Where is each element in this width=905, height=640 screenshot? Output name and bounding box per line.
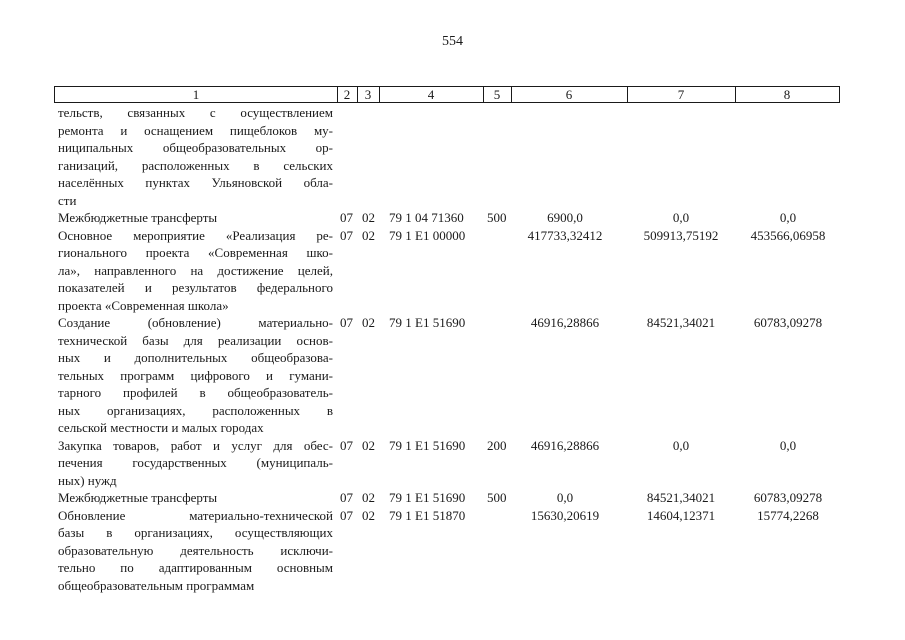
cell-c3: 02 [362, 507, 375, 523]
cell-c2: 07 [340, 227, 353, 243]
row-description [58, 227, 333, 315]
header-col-6: 6 [565, 87, 573, 102]
cell-c4: 79 1 E1 00000 [389, 227, 466, 243]
row-description [58, 507, 333, 595]
cell-c2: 07 [340, 437, 353, 453]
cell-c8: 15774,2268 [757, 507, 819, 523]
description-line: ганизаций, расположенных в сельских [58, 157, 333, 173]
cell-c5: 200 [487, 437, 507, 453]
description-line: тарного профилей в общеобразователь- [58, 385, 333, 400]
description-line: сти [58, 192, 77, 208]
description-line: ных организациях, расположенных в [58, 402, 333, 418]
description-line: проекта «Современная школа» [58, 297, 229, 313]
table-header [54, 86, 840, 103]
description-line: ниципальных общеобразовательных ор- [58, 140, 333, 155]
cell-c6: 46916,28866 [530, 437, 600, 453]
cell-c6: 15630,20619 [530, 507, 600, 523]
cell-c4: 79 1 04 71360 [389, 210, 464, 225]
cell-c4: 79 1 E1 51870 [389, 507, 466, 523]
cell-c3: 02 [362, 227, 375, 243]
header-col-5: 5 [493, 87, 501, 102]
description-line: ных и дополнительных общеобразова- [58, 350, 333, 365]
cell-c8: 60783,09278 [753, 490, 823, 505]
cell-c5: 500 [487, 490, 507, 505]
row-description [58, 104, 333, 209]
header-col-2: 2 [343, 87, 351, 102]
description-line: Закупка товаров, работ и услуг для обес- [58, 437, 333, 453]
description-line: ла», направленного на достижение целей, [58, 262, 333, 278]
description-line: гионального проекта «Современная шко- [58, 245, 333, 260]
description-line: печения государственных (муниципаль- [58, 455, 333, 470]
cell-c3: 02 [362, 315, 375, 330]
description-line: Создание (обновление) материально- [58, 315, 333, 330]
cell-c6: 46916,28866 [530, 315, 600, 330]
cell-c3: 02 [362, 210, 375, 225]
description-line: общеобразовательным программам [58, 577, 255, 593]
description-line: Основное мероприятие «Реализация ре- [58, 227, 333, 243]
cell-c8: 0,0 [779, 437, 797, 453]
cell-c2: 07 [340, 315, 353, 330]
cell-c6: 417733,32412 [527, 227, 603, 243]
cell-c4: 79 1 E1 51690 [389, 437, 466, 453]
cell-c7: 0,0 [672, 210, 690, 225]
cell-c8: 60783,09278 [753, 315, 823, 330]
row-description [58, 489, 333, 507]
cell-c2: 07 [340, 210, 353, 225]
description-line: базы в организациях, осуществляющих [58, 525, 333, 540]
description-line: показателей и результатов федерального [58, 280, 333, 295]
page-number: 554 [442, 34, 463, 49]
description-line: Межбюджетные трансферты [58, 490, 218, 505]
cell-c2: 07 [340, 490, 353, 505]
header-col-3: 3 [364, 87, 372, 102]
cell-c4: 79 1 E1 51690 [389, 315, 466, 330]
header-col-4: 4 [427, 87, 435, 102]
cell-c7: 14604,12371 [646, 507, 716, 523]
description-line: образовательную деятельность исключи- [58, 542, 333, 558]
description-line: ремонта и оснащением пищеблоков му- [58, 122, 333, 138]
row-description [58, 437, 333, 490]
cell-c8: 453566,06958 [750, 227, 826, 243]
description-line: Межбюджетные трансферты [58, 210, 218, 225]
description-line: тельств, связанных с осуществлением [58, 105, 333, 120]
cell-c8: 0,0 [779, 210, 797, 225]
header-col-8: 8 [783, 87, 791, 102]
cell-c7: 84521,34021 [646, 490, 716, 505]
cell-c6: 0,0 [556, 490, 574, 505]
description-line: технической базы для реализации основ- [58, 332, 333, 348]
row-description [58, 209, 333, 227]
cell-c4: 79 1 E1 51690 [389, 490, 466, 505]
cell-c6: 6900,0 [547, 210, 583, 225]
cell-c7: 84521,34021 [646, 315, 716, 330]
header-col-7: 7 [677, 87, 685, 102]
cell-c7: 509913,75192 [643, 227, 719, 243]
cell-c3: 02 [362, 490, 375, 505]
header-col-1: 1 [192, 87, 200, 102]
description-line: Обновление материально-технической [58, 507, 333, 523]
cell-c2: 07 [340, 507, 353, 523]
description-line: сельской местности и малых городах [58, 420, 264, 435]
description-line: ных) нужд [58, 472, 117, 488]
cell-c7: 0,0 [672, 437, 690, 453]
description-line: тельных программ цифрового и гумани- [58, 367, 333, 383]
cell-c5: 500 [487, 210, 507, 225]
description-line: населённых пунктах Ульяновской обла- [58, 175, 333, 190]
description-line: тельно по адаптированным основным [58, 560, 333, 575]
cell-c3: 02 [362, 437, 375, 453]
row-description [58, 314, 333, 437]
